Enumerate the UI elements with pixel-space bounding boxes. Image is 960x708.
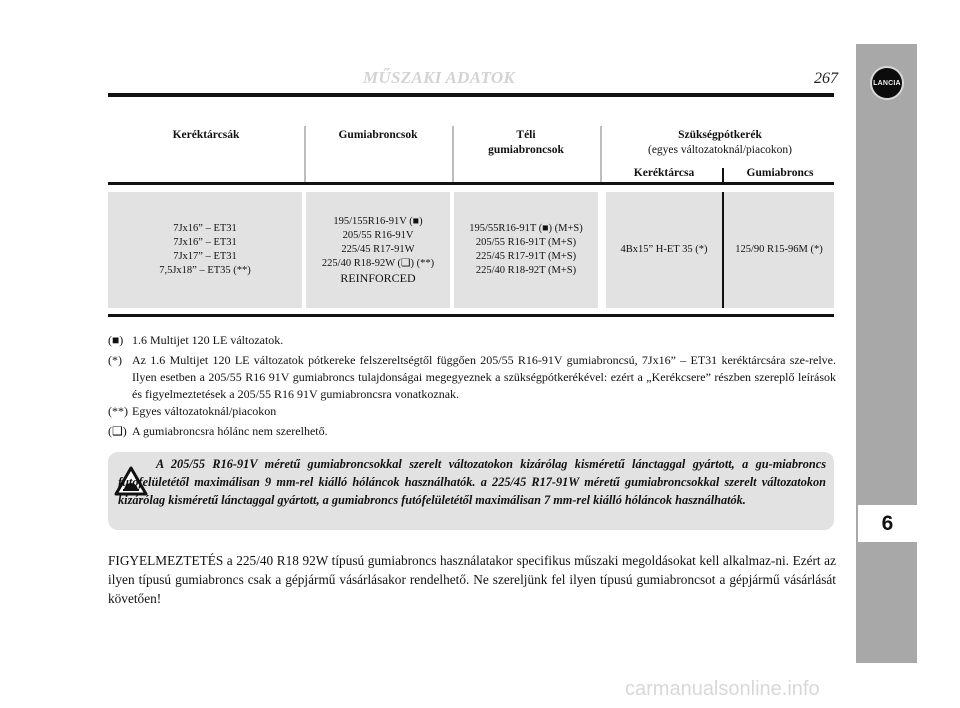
rim-item: 7Jx17” – ET31 (173, 251, 237, 262)
header-spare-tyre: Gumiabroncs (746, 167, 814, 179)
spare-subheader-divider (722, 168, 724, 182)
rim-item: 7Jx16” – ET31 (173, 237, 237, 248)
footnote (108, 352, 836, 403)
footnote-text: 1.6 Multijet 120 LE változatok. (132, 333, 284, 347)
spare-rim-value: 4Bx15” H-ET 35 (*) (620, 244, 708, 255)
tyres-cell (306, 192, 450, 308)
warning-body: A 205/55 R16-91V méretű gumiabroncsokkal szerelt változatokon kizárólag kisméretű lánctaggal gyártott, a gu-miabroncs futófelületétől maximálisan 9 mm-rel kiálló hóláncok használhatók. a 225/45 R17-91W méretű gumiabroncsokkal szerelt változatokon kizárólag kisméretű lánctaggal gyártott, a gumiabroncs futófelületétől maximálisan 7 mm-rel kiálló hóláncok használhatók. (118, 457, 826, 507)
tyre-item-reinforced: REINFORCED (340, 271, 416, 285)
footnote (108, 423, 836, 440)
footnote (108, 403, 836, 420)
rim-item: 7Jx16” – ET31 (173, 223, 237, 234)
section-title: MŰSZAKI ADATOK (363, 68, 516, 87)
tyre-item: 225/45 R17-91W (341, 244, 415, 255)
table-bottom-rule (108, 314, 834, 317)
header-spare-sub: (egyes változatoknál/piacokon) (647, 144, 792, 156)
winter-tyres-cell (454, 192, 598, 308)
header-spare (606, 128, 834, 158)
rim-item: 7,5Jx18” – ET35 (**) (159, 265, 251, 276)
watermark: carmanualsonline.info (625, 678, 820, 700)
header-winter-line1: Téli (516, 129, 536, 141)
header-tyres: Gumiabroncsok (338, 129, 418, 141)
header-winter-tyres (454, 128, 598, 158)
winter-tyre-item: 225/40 R18-92T (M+S) (475, 265, 577, 276)
footnote-mark: (❑) (108, 424, 127, 438)
notice-paragraph: FIGYELMEZTETÉS a 225/40 R18 92W típusú gumiabroncs használatakor specifikus műszaki megoldásokat kell alkalmaz-ni. Ezért az ilyen típusú gumiabroncs csak a gépjármű vásárlásakor rendelhető. Ne szereljünk fel ilyen típusú gumiabroncsot a gépjármű vásárlását követően! (108, 553, 836, 606)
footnote-mark: (**) (108, 404, 128, 418)
header-spare-title: Szükségpótkerék (678, 129, 762, 141)
footnote (108, 332, 836, 349)
tyre-item: 225/40 R18-92W (❑) (**) (321, 258, 435, 269)
lancia-logo (870, 66, 904, 100)
footnote-text: Az 1.6 Multijet 120 LE változatok pótkereke felszereltségtől függően 205/55 R16-91V gumiabroncsú, 7Jx16” – ET31 keréktárcsára sze-relve. Ilyen esetben a 205/55 R16 91V gumiabroncs tulajdonságai megegyeznek a szükségpótkerékével: ezért a „Kerékcsere” részben szereplő leírások és figyelmeztetések a 205/55 R16 91V gumiabroncsra vonatkoznak. (132, 353, 836, 401)
chapter-tab[interactable]: 6 (858, 505, 917, 542)
winter-tyre-item: 205/55 R16-91T (M+S) (475, 237, 577, 248)
footnote-text: A gumiabroncsra hólánc nem szerelhető. (132, 424, 328, 438)
footnote-text: Egyes változatoknál/piacokon (132, 404, 277, 418)
warning-text (118, 455, 826, 509)
header-winter-line2: gumiabroncsok (488, 144, 564, 156)
column-divider (452, 126, 454, 182)
header-spare-rim: Keréktárcsa (633, 167, 695, 179)
footnote-mark: (■) (108, 333, 124, 347)
tyre-item: 195/155R16-91V (■) (333, 216, 423, 227)
page-number: 267 (814, 70, 838, 87)
spare-tyre-value: 125/90 R15-96M (*) (735, 244, 823, 255)
tyre-item: 205/55 R16-91V (342, 230, 414, 241)
header-rule (108, 93, 834, 97)
winter-tyre-item: 195/55R16-91T (■) (M+S) (469, 223, 583, 234)
column-divider (600, 126, 602, 182)
column-divider (304, 126, 306, 182)
header-rims: Keréktárcsák (172, 129, 240, 141)
rims-cell (108, 192, 302, 308)
table-header-rule (108, 182, 834, 185)
footnote-mark: (*) (108, 353, 122, 367)
chapter-sidebar (856, 44, 917, 663)
logo-text: LANCIA (873, 79, 901, 87)
winter-tyre-item: 225/45 R17-91T (M+S) (475, 251, 577, 262)
